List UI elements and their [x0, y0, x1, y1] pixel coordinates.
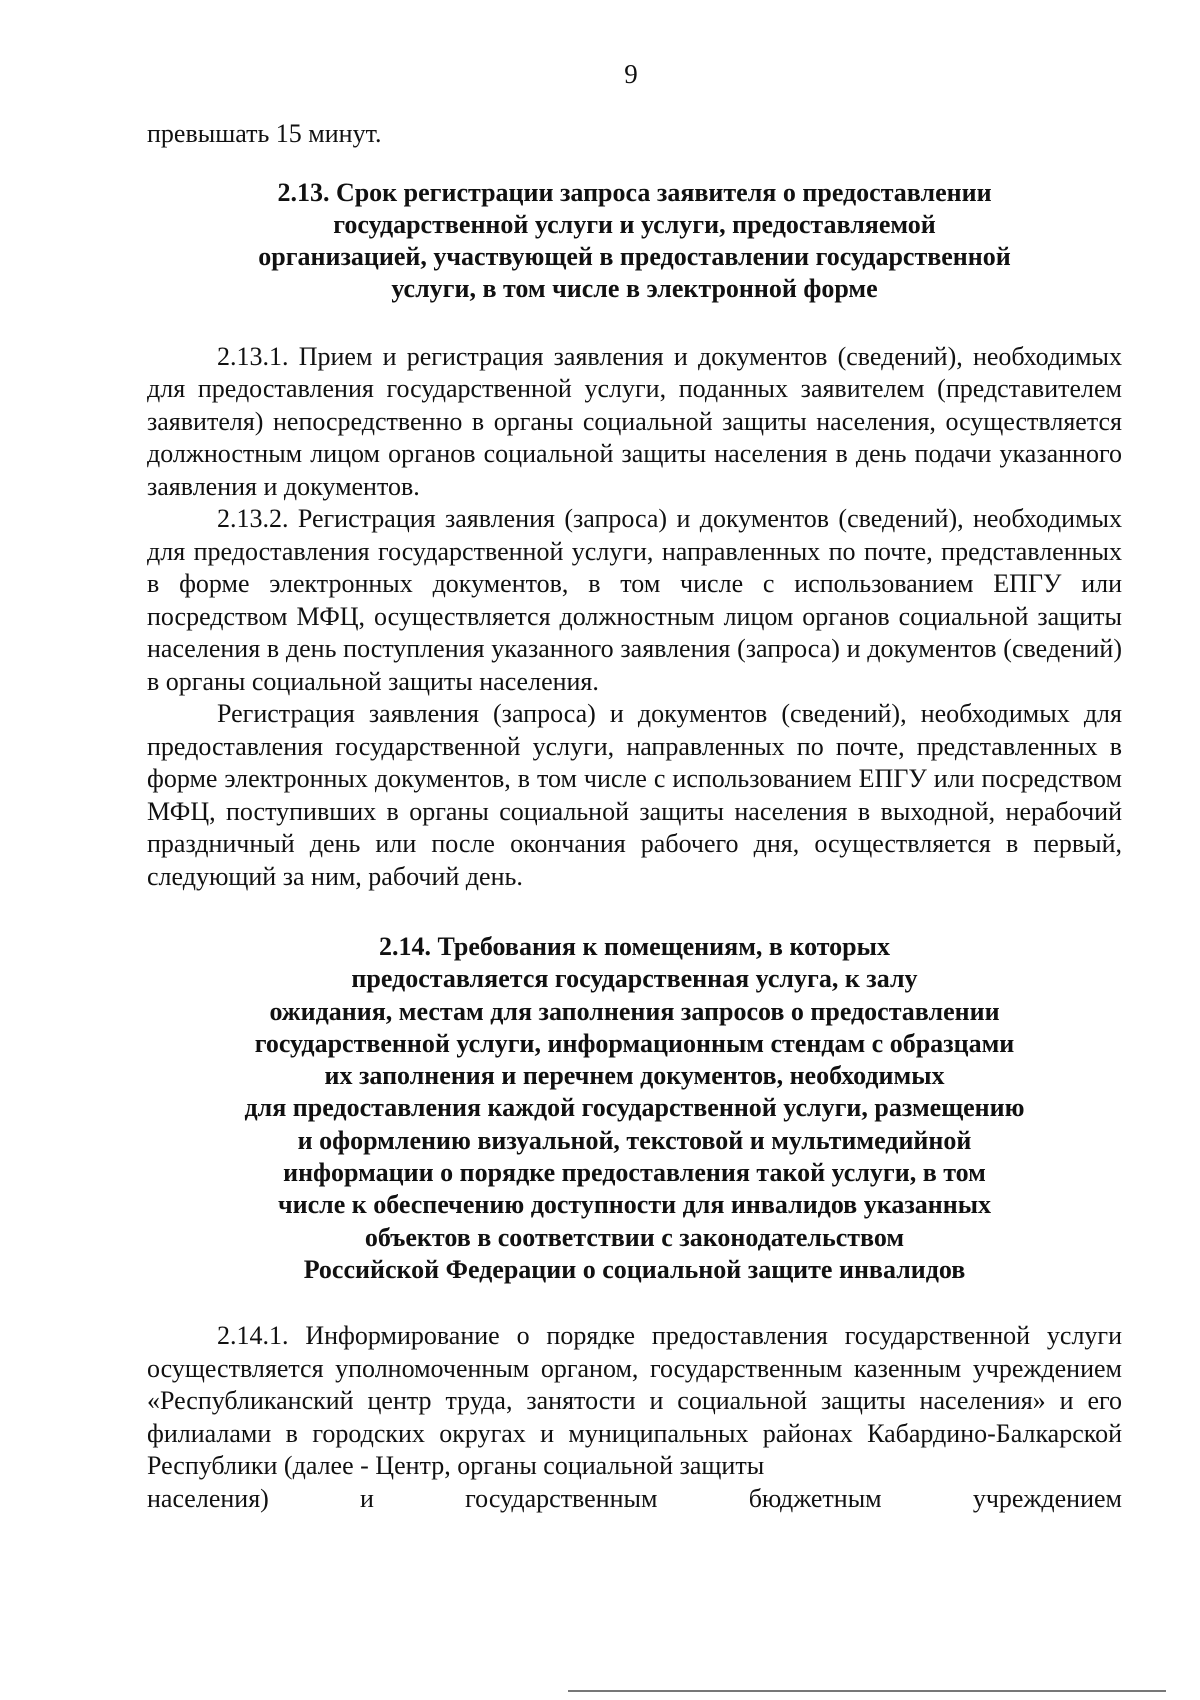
heading-line: государственной услуги и услуги, предоставляемой	[333, 209, 936, 239]
paragraph-2-13-1: 2.13.1. Прием и регистрация заявления и документов (сведений), необходимых для предоставления государственной услуги, поданных заявителем (представителем заявителя) непосредственно в органы социальной защиты населения, осуществляется должностным лицом органов социальной защиты населения в день подачи указанного заявления и документов.	[147, 341, 1122, 501]
heading-line: объектов в соответствии с законодательством	[364, 1222, 905, 1252]
heading-line: их заполнения и перечнем документов, необходимых	[324, 1061, 945, 1091]
heading-line: организацией, участвующей в предоставлении государственной	[258, 241, 1011, 271]
paragraph-2-13-2: 2.13.2. Регистрация заявления (запроса) и документов (сведений), необходимых для предоставления государственной услуги, направленных по почте, представленных в форме электронных документов, в том числе с использованием ЕПГУ или посредством МФЦ, осуществляется должностным лицом органов социальной защиты населения в день поступления указанного заявления (запроса) и документов (сведений) в органы социальной защиты населения.	[147, 504, 1122, 696]
heading-line: информации о порядке предоставления такой услуги, в том	[283, 1158, 986, 1188]
page-number: 9	[624, 59, 638, 89]
paragraph-2-13-2-continued: Регистрация заявления (запроса) и документов (сведений), необходимых для предоставления государственной услуги, направленных по почте, представленных в форме электронных документов, в том числе с использованием ЕПГУ или посредством МФЦ, поступивших в органы социальной защиты населения в выходной, нерабочий праздничный день или после окончания рабочего дня, осуществляется в первый, следующий за ним, рабочий день.	[147, 699, 1122, 891]
carryover-text: превышать 15 минут.	[147, 119, 382, 148]
heading-line: 2.14. Требования к помещениям, в которых	[379, 932, 890, 961]
bottom-divider-line	[568, 1690, 1166, 1692]
heading-line: и оформлению визуальной, текстовой и мультимедийной	[297, 1125, 972, 1155]
heading-line: для предоставления каждой государственной услуги, размещению	[244, 1093, 1025, 1123]
paragraph-2-14-1: 2.14.1. Информирование о порядке предоставления государственной услуги осуществляется уполномоченным органом, государственным казенным учреждением «Республиканский центр труда, занятости и социальной защиты населения» и его филиалами в городских округах и муниципальных районах Кабардино-Балкарской Республики (далее - Центр, органы социальной защиты	[147, 1321, 1122, 1481]
heading-line: 2.13. Срок регистрации запроса заявителя о предоставлении	[277, 177, 992, 207]
heading-line: ожидания, местам для заполнения запросов о предоставлении	[269, 996, 1000, 1026]
page-content	[147, 118, 1122, 1515]
heading-line: услуги, в том числе в электронной форме	[391, 273, 878, 303]
section-2-13-heading	[147, 177, 1122, 305]
heading-line: числе к обеспечению доступности для инвалидов указанных	[277, 1190, 992, 1220]
heading-line: государственной услуги, информационным стендам с образцами	[254, 1028, 1015, 1058]
section-2-14-heading	[147, 931, 1122, 1286]
heading-line: предоставляется государственная услуга, к залу	[351, 964, 918, 994]
heading-line: Российской Федерации о социальной защите инвалидов	[303, 1254, 966, 1284]
paragraph-2-14-1-last-line: населения) и государственным бюджетным учреждением	[147, 1483, 1122, 1513]
